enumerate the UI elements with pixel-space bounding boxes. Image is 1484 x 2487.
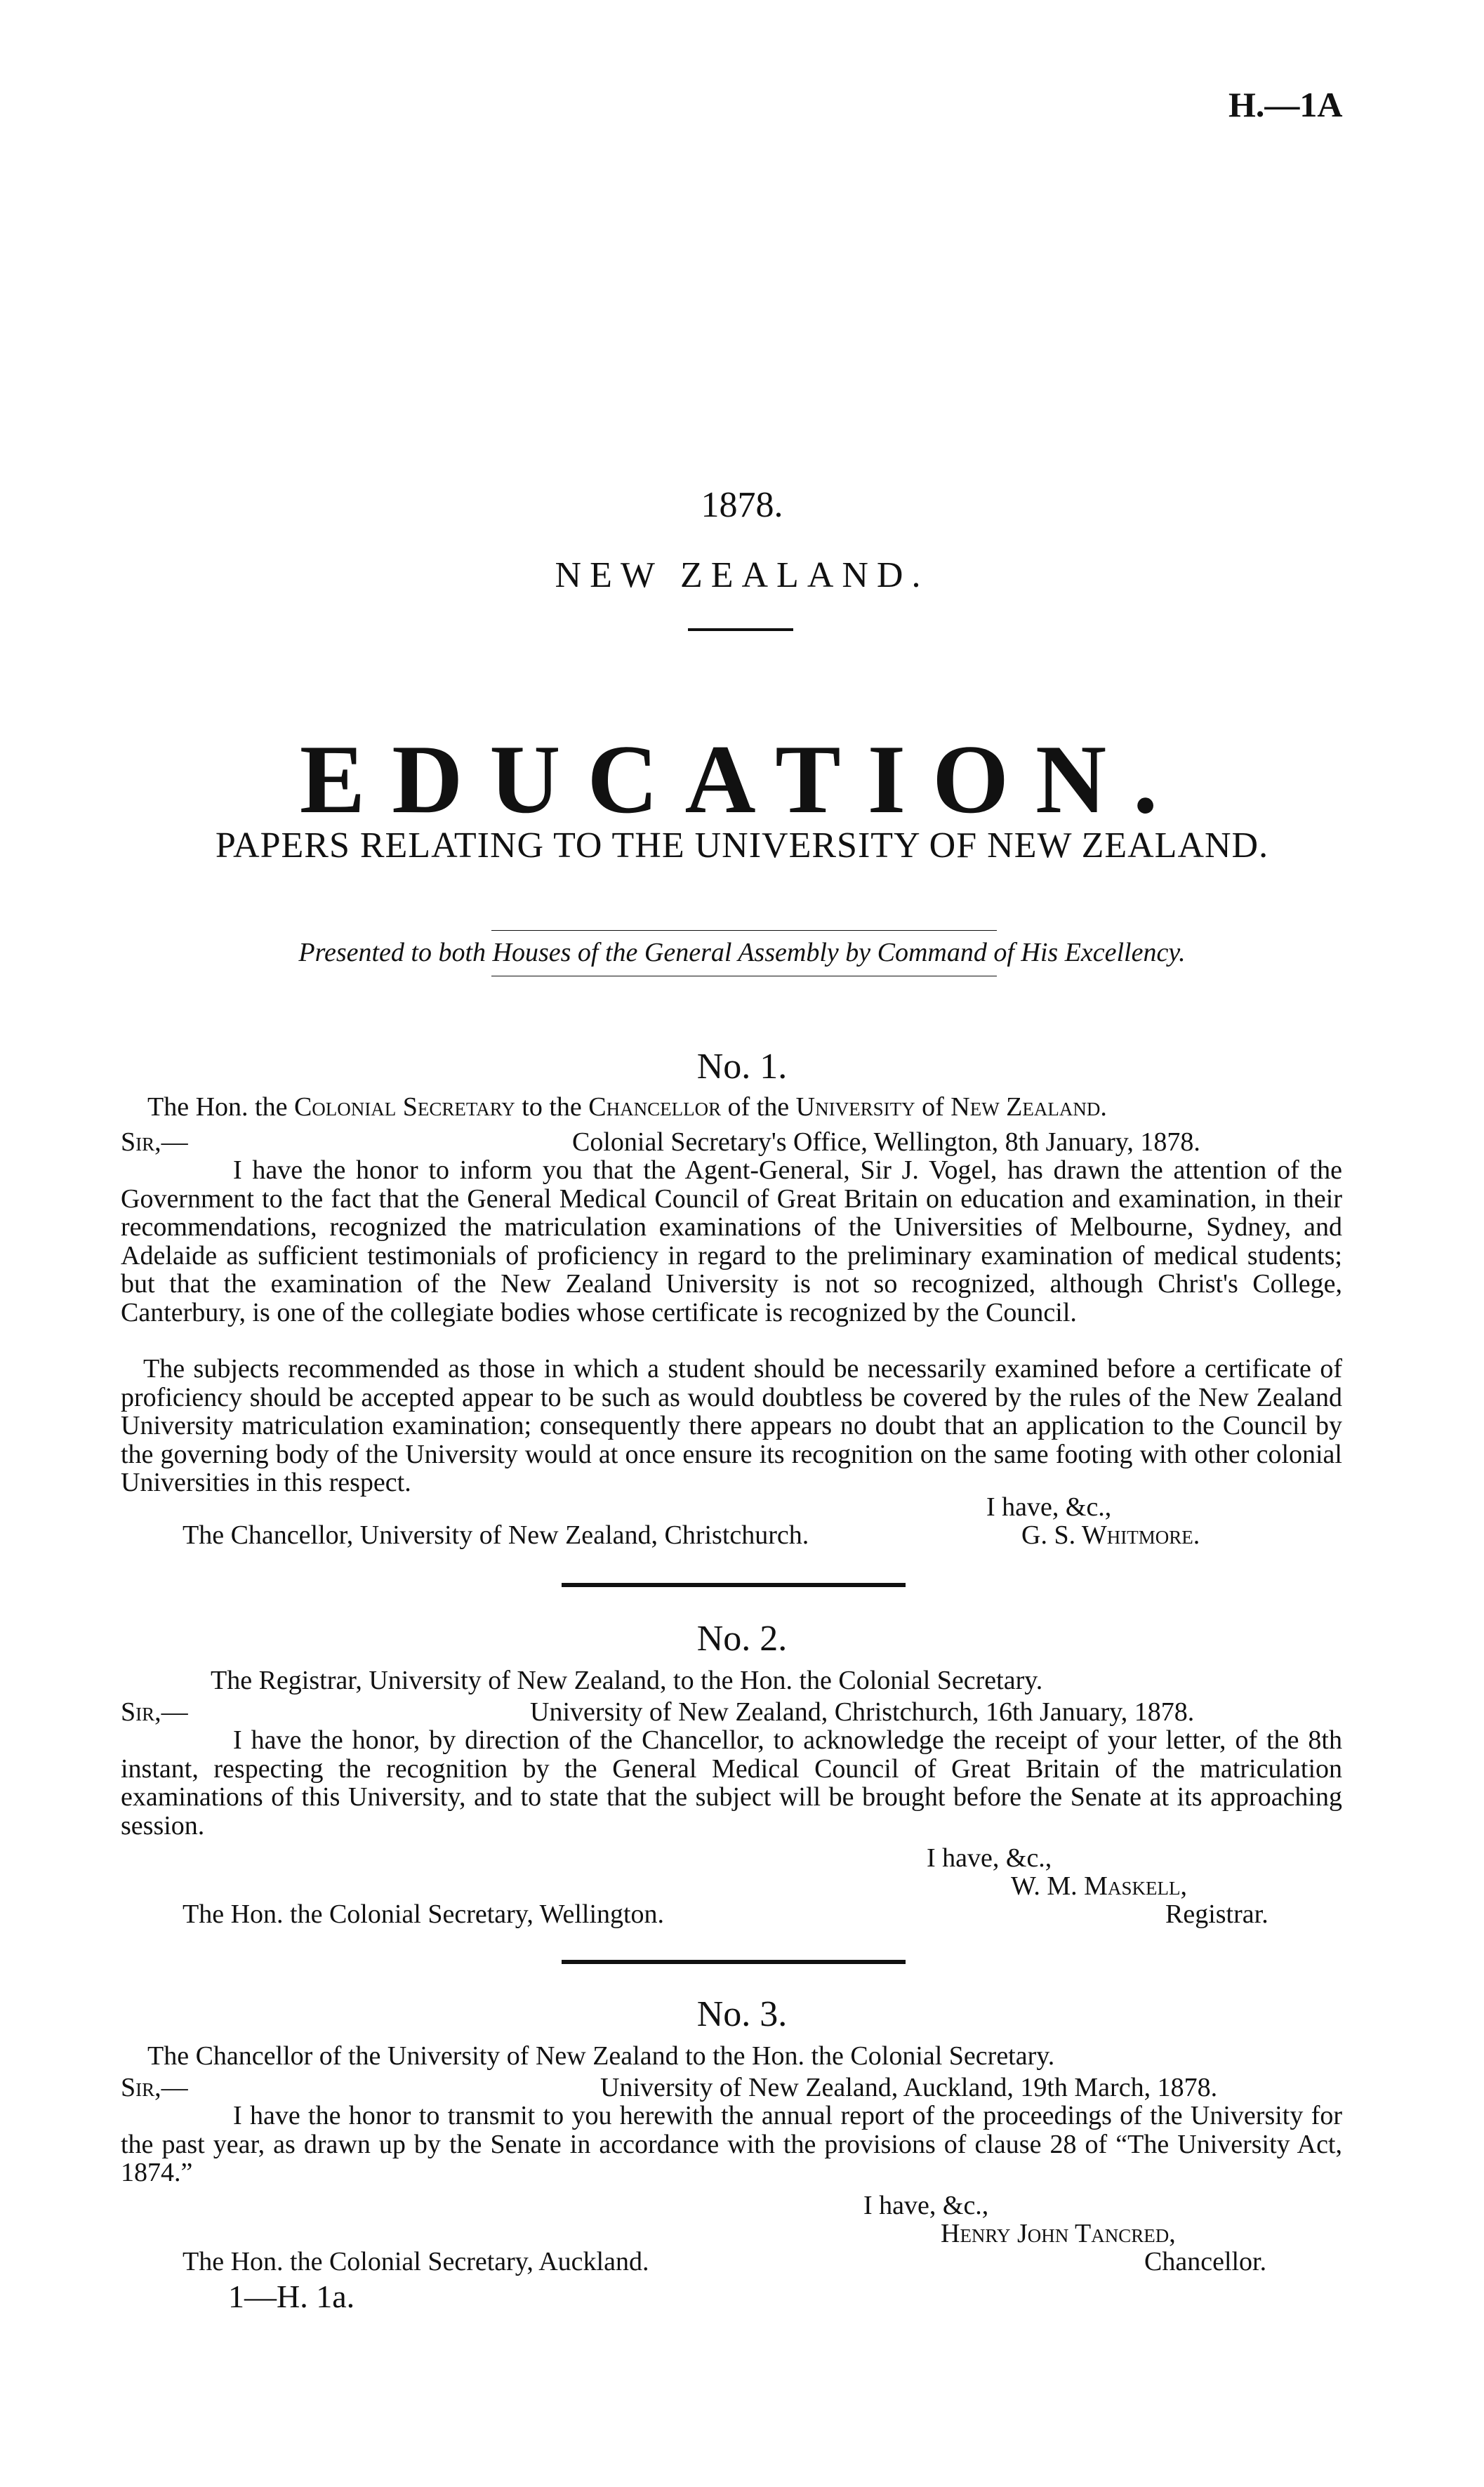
letter-1-paragraph-1: I have the honor to inform you that the Agent-General, Sir J. Vogel, has drawn the attention of the Government to the fact that the General Medical Council of Great Britain on education and examination, in their recommendations, recognized the matriculation examinations of the Universities of Melbourne, Sydney, and Adelaide as sufficient testimonials of proficiency in regard to the preliminary examination of medical students; but that the examination of the New Zealand University is not so recognized, although Christ's College, Canterbury, is one of the collegiate bodies whose certificate is recognized by the Council.	[121, 1155, 1342, 1327]
letter-3-number: No. 3.	[696, 1994, 788, 2034]
letter-3-closing: I have, &c.,	[863, 2191, 989, 2220]
masthead-rule	[688, 628, 793, 631]
letter-2-paragraph-1: I have the honor, by direction of the Chancellor, to acknowledge the receipt of your letter, of the 8th instant, respecting the recognition by the General Medical Council of Great Britain of the matriculation examinations of this University, and to state that the subject will be brought before the Senate at its approaching session.	[121, 1725, 1342, 1841]
page-code: H.—1A	[1228, 85, 1343, 124]
presented-line: Presented to both Houses of the General Assembly by Command of His Excellency.	[298, 938, 1186, 967]
letter-2-signature: W. M. Maskell,	[1011, 1871, 1187, 1901]
letter-3-recipient: The Hon. the Colonial Secretary, Auckland.	[183, 2247, 649, 2276]
letter-2-number: No. 2.	[696, 1619, 788, 1659]
letter-1-number: No. 1.	[696, 1047, 788, 1087]
letter-1-closing: I have, &c.,	[986, 1492, 1112, 1522]
letter-3-place-date: University of New Zealand, Auckland, 19th March, 1878.	[600, 2073, 1218, 2102]
letter-2-address: The Registrar, University of New Zealand, to the Hon. the Colonial Secretary.	[211, 1666, 1043, 1695]
letter-1-signature: G. S. Whitmore.	[1021, 1520, 1200, 1550]
letter-1-address: The Hon. the Colonial Secretary to the Chancellor of the University of New Zealand.	[147, 1092, 1107, 1122]
letter-2-signature-title: Registrar.	[1165, 1899, 1268, 1929]
letter-1-paragraph-2: The subjects recommended as those in which a student should be necessarily examined before a certificate of proficiency should be accepted appear to be such as would doubtless be covered by the rules of the New Zealand University matriculation examination; consequently there appears no doubt that an application to the Council by the governing body of the University would at once ensure its recognition on the same footing with other colonial Universities in this respect.	[121, 1354, 1342, 1497]
letter-3-salutation: Sir,—	[121, 2073, 188, 2102]
letter-2-place-date: University of New Zealand, Christchurch, 16th January, 1878.	[530, 1697, 1195, 1727]
letter-3-address: The Chancellor of the University of New Zealand to the Hon. the Colonial Secretary.	[147, 2041, 1055, 2071]
letter-2-recipient: The Hon. the Colonial Secretary, Wellington.	[183, 1899, 665, 1929]
letter-3-paragraph-1: I have the honor to transmit to you herewith the annual report of the proceedings of the University for the past year, as drawn up by the Senate in accordance with the provisions of clause 28 of “The University Act, 1874.”	[121, 2101, 1342, 2187]
separator-1	[562, 1583, 906, 1587]
letter-1-place-date: Colonial Secretary's Office, Wellington, 8th January, 1878.	[572, 1127, 1200, 1157]
letter-2-salutation: Sir,—	[121, 1697, 188, 1727]
country: NEW ZEALAND.	[555, 555, 929, 595]
document-subtitle: PAPERS RELATING TO THE UNIVERSITY OF NEW ZEALAND.	[215, 825, 1269, 866]
year: 1878.	[701, 485, 783, 525]
letter-1-recipient: The Chancellor, University of New Zealand, Christchurch.	[183, 1520, 809, 1550]
letter-3-signature-title: Chancellor.	[1144, 2247, 1267, 2276]
letter-3-signature: Henry John Tancred,	[941, 2219, 1176, 2248]
presented-rule-top	[491, 930, 997, 931]
signature-mark: 1—H. 1a.	[228, 2279, 355, 2314]
document-title: EDUCATION.	[299, 725, 1185, 834]
letter-1-salutation: Sir,—	[121, 1127, 188, 1157]
letter-2-closing: I have, &c.,	[927, 1843, 1052, 1873]
separator-2	[562, 1960, 906, 1964]
